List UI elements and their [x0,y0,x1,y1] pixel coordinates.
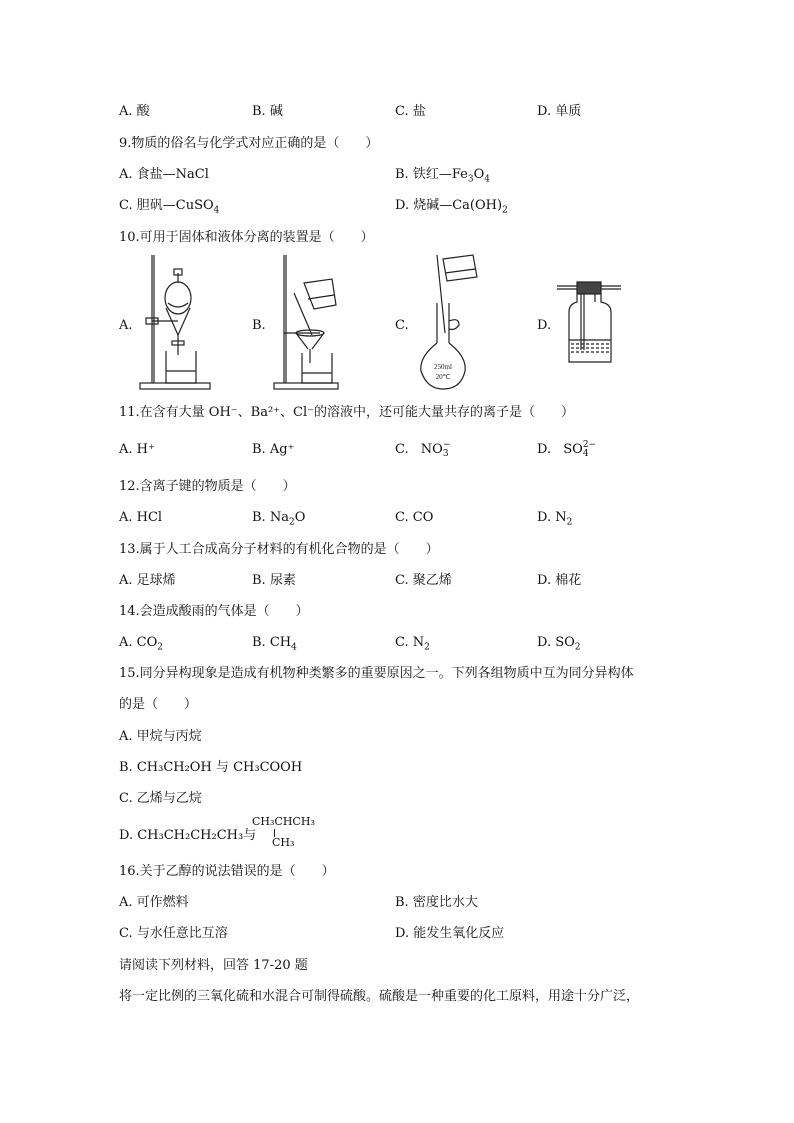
q11-option-b: B. Ag⁺ [252,442,295,457]
q8-option-d: D. 单质 [537,104,582,119]
reading-paragraph: 将一定比例的三氧化硫和水混合可制得硫酸。硫酸是一种重要的化工原料，用途十分广泛， [119,989,640,1004]
q10-stem: 10.可用于固体和液体分离的装置是（ ） [119,230,374,245]
q13-option-c: C. 聚乙烯 [395,573,452,588]
q15-stem-line1: 15.同分异构现象是造成有机物种类繁多的重要原因之一。下列各组物质中互为同分异构体 [119,666,634,681]
q16-option-d: D. 能发生氧化反应 [395,926,505,941]
q9-stem: 9.物质的俗名与化学式对应正确的是（ ） [119,136,379,151]
q16-option-a: A. 可作燃料 [119,895,189,910]
q12-option-a: A. HCl [119,510,163,525]
q13-stem: 13.属于人工合成高分子材料的有机化合物的是（ ） [119,542,439,557]
gas-washing-bottle [555,278,625,368]
filtration-apparatus [272,253,372,393]
q11-option-c: C. NO − 3 [395,439,451,459]
q15-stem-line2: 的是（ ） [119,697,198,712]
q9-option-d: D. 烧碱$—Ca(OH)_2$ [395,198,508,216]
q14-option-b: B. $CH_4$ [252,635,297,653]
q11-option-d: D. SO 2− 4 [537,439,597,459]
q10-option-a: A. [119,318,133,333]
q8-option-a: A. 酸 [119,104,150,119]
isobutane-structure-bottom: CH₃ [272,836,295,849]
q15-option-a: A. 甲烷与丙烷 [119,729,202,744]
reading-intro: 请阅读下列材料，回答 17-20 题 [119,958,308,973]
q13-option-a: A. 足球烯 [119,573,176,588]
q10-option-b: B. [252,318,266,333]
q15-option-c: C. 乙烯与乙烷 [119,791,202,806]
q10-option-d: D. [537,318,552,333]
volumetric-flask-apparatus [415,253,505,393]
q12-option-c: C. CO [395,510,434,525]
q13-option-b: B. 尿素 [252,573,296,588]
q11-stem: 11.在含有大量 OH⁻、Ba²⁺、Cl⁻的溶液中，还可能大量共存的离子是（ ） [119,405,575,420]
q15-option-b: B. CH₃CH₂OH 与 CH₃COOH [119,760,303,775]
q13-option-d: D. 棉花 [537,573,582,588]
flask-temp-label: 20℃ [435,373,451,381]
q16-option-c: C. 与水任意比互溶 [119,926,228,941]
q14-stem: 14.会造成酸雨的气体是（ ） [119,604,309,619]
q8-option-c: C. 盐 [395,104,426,119]
isobutane-structure-top: CH₃CHCH₃ [252,815,315,828]
q14-option-d: D. $SO_2$ [537,635,581,653]
q9-option-c: C. 胆矾—CuSO$_4$ [119,198,220,216]
q9-option-a: A. 食盐—NaCl [119,167,209,182]
q8-option-b: B. 碱 [252,104,283,119]
q12-option-d: D. $N_2$ [537,510,573,528]
flask-capacity-label: 250ml [434,363,452,371]
separatory-funnel-apparatus [138,253,228,393]
q16-option-b: B. 密度比水大 [395,895,478,910]
q12-stem: 12.含离子键的物质是（ ） [119,479,296,494]
q10-option-c: C. [395,318,409,333]
q14-option-a: A. $CO_2$ [119,635,163,653]
q16-stem: 16.关于乙醇的说法错误的是（ ） [119,864,335,879]
q12-option-b: B. $Na_2O$ [252,510,306,528]
q9-option-b: B. 铁红$—Fe_3O_4$ [395,167,490,185]
q11-option-a: A. H⁺ [119,442,155,457]
q15-option-d: D. CH₃CH₂CH₂CH₃与 [119,828,257,843]
q14-option-c: C. $N_2$ [395,635,430,653]
